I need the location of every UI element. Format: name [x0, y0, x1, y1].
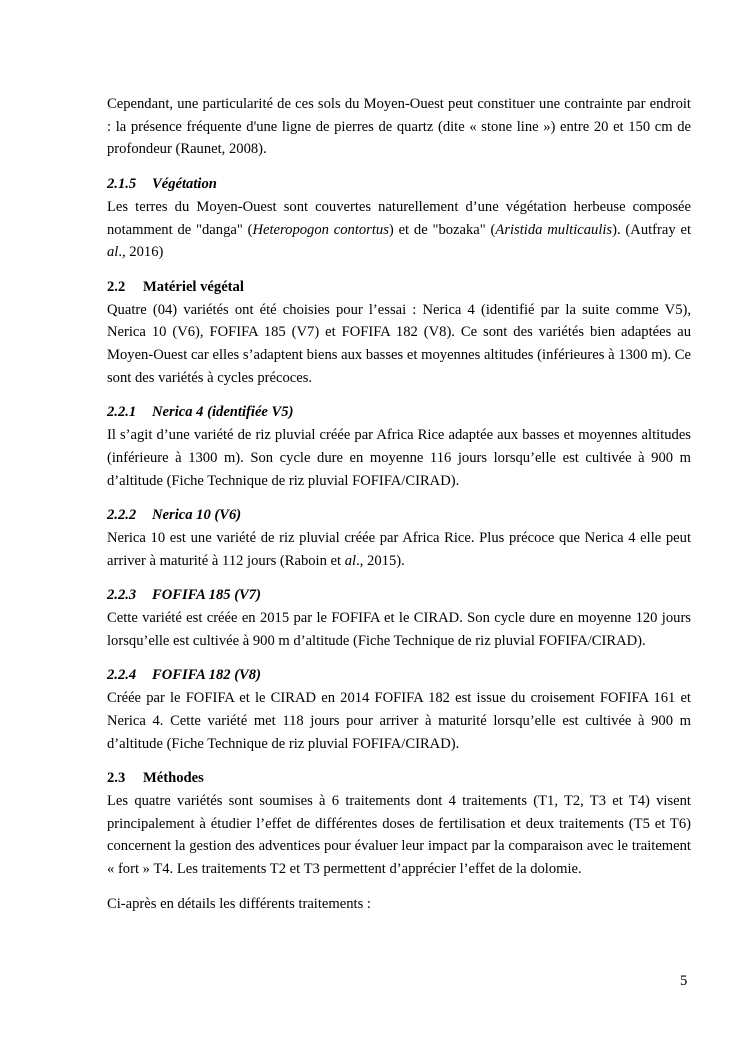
paragraph-traitements-intro: Ci-après en détails les différents traitements :: [107, 895, 371, 912]
heading-2-2-2: 2.2.2 Nerica 10 (V6): [107, 507, 242, 524]
heading-2-1-5: 2.1.5 Végétation: [107, 176, 217, 193]
paragraph-vegetation: Les terres du Moyen-Ouest sont couvertes naturellement d’une végétation herbeuse composée notamment de "danga" (Heteropogon contortus) et de "bozaka" (Aristida multicaulis). (Autfray et al., 2016): [107, 198, 692, 261]
heading-2-2-1: 2.2.1 Nerica 4 (identifiée V5): [107, 404, 294, 421]
heading-2-2: 2.2 Matériel végétal: [107, 278, 244, 295]
paragraph-fofifa-182: Créée par le FOFIFA et le CIRAD en 2014 FOFIFA 182 est issue du croisement FOFIFA 161 et Nerica 4. Cette variété met 118 jours pour arriver à maturité lorsqu’elle est cultivée à 900 m d’altitude (Fiche Technique de riz pluvial FOFIFA/CIRAD).: [107, 690, 691, 752]
paragraph-methodes: Les quatre variétés sont soumises à 6 traitements dont 4 traitements (T1, T2, T3 et T4) visent principalement à étudier l’effet de différentes doses de fertilisation et deux traitements (T5 et T6) concernent la gestion des adventices pour évaluer leur impact par la comparaison avec le traitement « fort » T4. Les traitements T2 et T3 permettent d’apprécier l’effet de la dolomie.: [107, 792, 691, 878]
paragraph-nerica-10: Nerica 10 est une variété de riz pluvial créée par Africa Rice. Plus précoce que Nerica 4 elle peut arriver à maturité à 112 jours (Raboin et al., 2015).: [107, 529, 691, 569]
paragraph-fofifa-185: Cette variété est créée en 2015 par le FOFIFA et le CIRAD. Son cycle dure en moyenne 120 jours lorsqu’elle est cultivée à 900 m d’altitude (Fiche Technique de riz pluvial FOFIFA/CIRAD).: [107, 610, 691, 649]
paragraph-nerica-4: Il s’agit d’une variété de riz pluvial créée par Africa Rice adaptée aux basses et moyennes altitudes (inférieure à 1300 m). Son cycle dure en moyenne 116 jours lorsqu’elle est cultivée à 900 m d’altitude (Fiche Technique de riz pluvial FOFIFA/CIRAD).: [107, 427, 691, 489]
page-number: 5: [680, 973, 688, 989]
paragraph-stone-line: Cependant, une particularité de ces sols du Moyen-Ouest peut constituer une contrainte par endroit : la présence fréquente d'une ligne de pierres de quartz (dite « stone line ») entre 20 et 150 cm de profondeur (Raunet, 2008).: [107, 96, 691, 158]
heading-2-3: 2.3 Méthodes: [107, 770, 204, 787]
page-content: [107, 93, 691, 928]
paragraph-materiel-vegetal: Quatre (04) variétés ont été choisies pour l’essai : Nerica 4 (identifié par la suite comme V5), Nerica 10 (V6), FOFIFA 185 (V7) et FOFIFA 182 (V8). Ce sont des variétés bien adaptées au Moyen-Ouest car elles s’adaptent biens aux basses et moyennes altitudes (inférieures à 1300 m). Ce sont des variétés à cycles précoces.: [107, 301, 691, 386]
heading-2-2-3: 2.2.3 FOFIFA 185 (V7): [107, 587, 261, 604]
heading-2-2-4: 2.2.4 FOFIFA 182 (V8): [107, 667, 261, 684]
